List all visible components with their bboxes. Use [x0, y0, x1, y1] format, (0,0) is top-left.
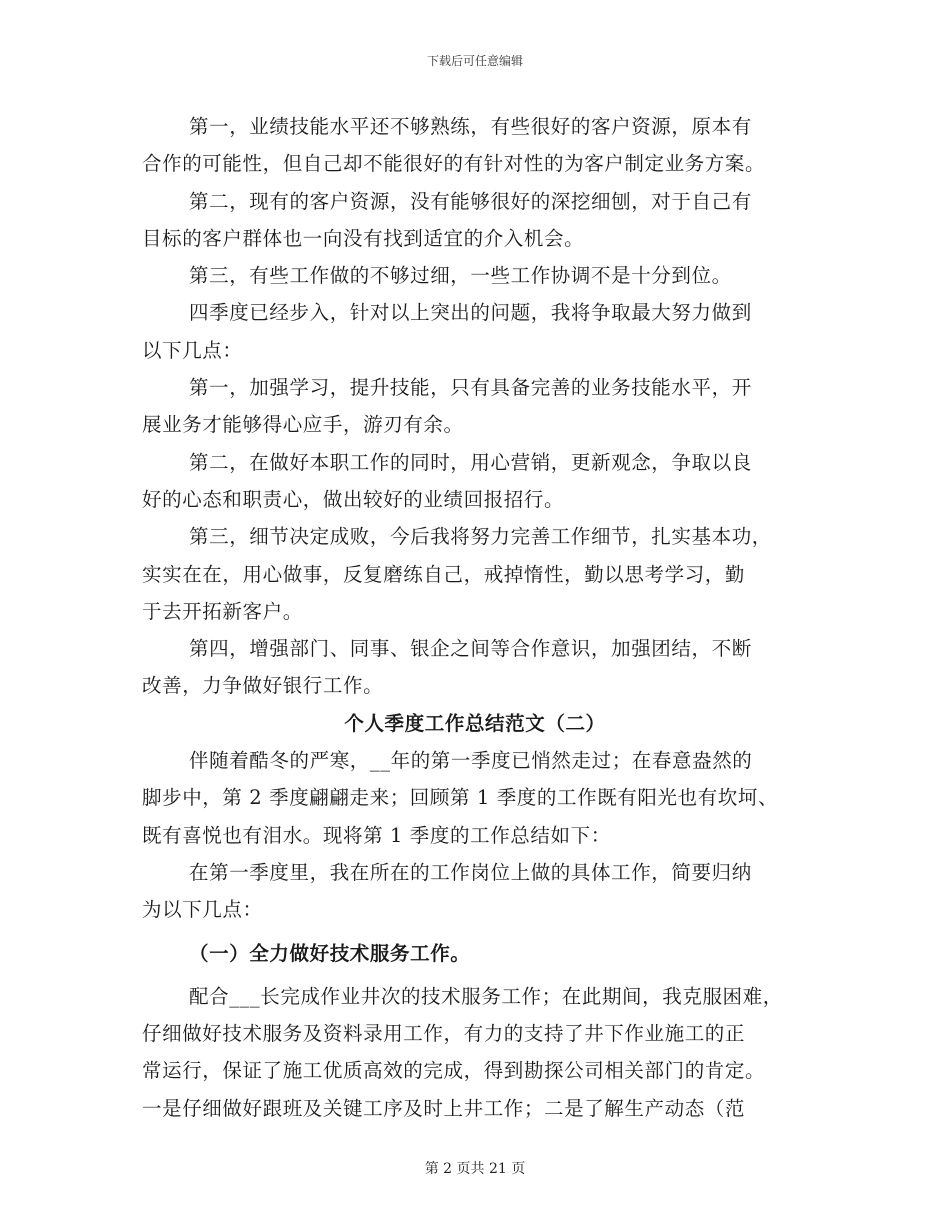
paragraph-line: 在第一季度里，我在所在的工作岗位上做的具体工作，简要归纳	[189, 860, 752, 884]
paragraph-line: 第四，增强部门、同事、银企之间等合作意识，加强团结，不断	[189, 637, 752, 661]
section-title: 个人季度工作总结范文（二）	[344, 711, 606, 735]
paragraph-line: 以下几点：	[142, 338, 243, 362]
paragraph-line: 第二，现有的客户资源，没有能够很好的深挖细刨，对于自己有	[189, 189, 752, 213]
page-header: 下载后可任意编辑	[426, 54, 523, 68]
paragraph-line: 为以下几点：	[142, 898, 263, 922]
paragraph-line: 第三，细节决定成败，今后我将努力完善工作细节，扎实基本功，	[189, 525, 772, 549]
paragraph-line: 展业务才能够得心应手，游刃有余。	[142, 413, 464, 437]
paragraph-line: 好的心态和职责心，做出较好的业绩回报招行。	[142, 487, 565, 511]
paragraph-line: 脚步中，第 2 季度翩翩走来；回顾第 1 季度的工作既有阳光也有坎坷、	[142, 786, 779, 810]
paragraph-line: 第三，有些工作做的不够过细，一些工作协调不是十分到位。	[189, 264, 732, 288]
page-footer: 第 2 页共 21 页	[424, 1161, 526, 1177]
document-body	[142, 108, 808, 1127]
paragraph-line: 第一，业绩技能水平还不够熟练，有些很好的客户资源，原本有	[189, 115, 752, 138]
paragraph-line: 目标的客户群体也一向没有找到适宜的介入机会。	[142, 226, 585, 250]
paragraph-line: 四季度已经步入，针对以上突出的问题，我将争取最大努力做到	[189, 301, 752, 325]
paragraph-line: 合作的可能性，但自己却不能很好的有针对性的为客户制定业务方案。	[142, 152, 766, 176]
paragraph-line: 仔细做好技术服务及资料录用工作，有力的支持了井下作业施工的正	[142, 1022, 746, 1046]
paragraph-line: 配合___长完成作业井次的技术服务工作；在此期间，我克服困难，	[189, 984, 783, 1008]
paragraph-line: 第一，加强学习，提升技能，只有具备完善的业务技能水平，开	[189, 376, 752, 400]
paragraph-line: 一是仔细做好跟班及关键工序及时上井工作；二是了解生产动态（范	[142, 1096, 746, 1120]
paragraph-line: 实实在在，用心做事，反复磨练自己，戒掉惰性，勤以思考学习，勤	[142, 562, 746, 586]
paragraph-line: 伴随着酷冬的严寒，__年的第一季度已悄然走过；在春意盎然的	[189, 749, 753, 773]
subsection-heading: （一）全力做好技术服务工作。	[189, 941, 471, 965]
paragraph-line: 第二，在做好本职工作的同时，用心营销，更新观念，争取以良	[189, 450, 752, 474]
paragraph-line: 既有喜悦也有泪水。现将第 1 季度的工作总结如下：	[142, 823, 611, 847]
paragraph-line: 常运行，保证了施工优质高效的完成，得到勘探公司相关部门的肯定。	[142, 1059, 766, 1083]
paragraph-line: 于去开拓新客户。	[142, 599, 303, 623]
paragraph-line: 改善，力争做好银行工作。	[142, 674, 384, 698]
